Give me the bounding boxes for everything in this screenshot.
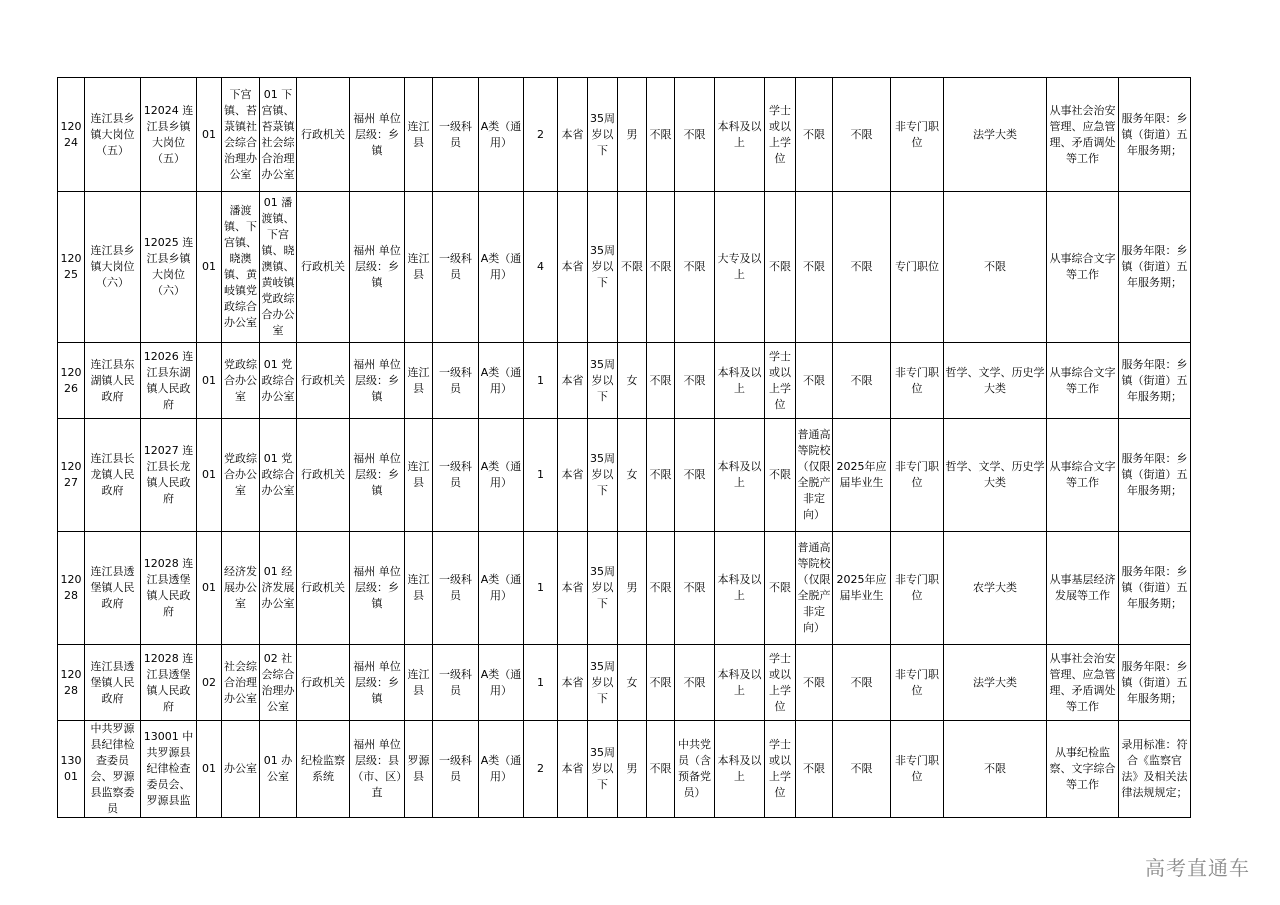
cell-position-code: 13001: [58, 721, 85, 818]
cell-position-code: 12026: [58, 343, 85, 419]
cell-department-full: 01 潘渡镇、下宫镇、晓澳镇、黄岐镇党政综合办公室: [260, 192, 297, 343]
cell-major: 哲学、文学、历史学大类: [944, 343, 1047, 419]
cell-department: 办公室: [222, 721, 260, 818]
cell-politics: 不限: [675, 419, 715, 532]
cell-institution-type: 普通高等院校（仅限全脱产非定向）: [796, 419, 833, 532]
cell-duties: 从事基层经济发展等工作: [1047, 532, 1119, 645]
cell-headcount: 4: [524, 192, 558, 343]
cell-education: 本科及以上: [715, 419, 765, 532]
cell-gender: 男: [618, 721, 647, 818]
cell-position-code: 12024: [58, 78, 85, 192]
cell-duties: 从事综合文字等工作: [1047, 419, 1119, 532]
cell-position-code: 12025: [58, 192, 85, 343]
cell-graduate-type: 不限: [833, 645, 891, 721]
cell-ethnicity: 不限: [647, 721, 675, 818]
cell-level: 福州 单位层级：乡镇: [350, 645, 405, 721]
cell-ethnicity: 不限: [647, 78, 675, 192]
cell-gender: 不限: [618, 192, 647, 343]
cell-county: 连江县: [405, 419, 433, 532]
cell-unit: 13001 中共罗源县纪律检查委员会、罗源县监: [141, 721, 197, 818]
cell-origin: 本省: [558, 532, 588, 645]
cell-headcount: 1: [524, 532, 558, 645]
cell-institution-type: 不限: [796, 645, 833, 721]
cell-politics: 不限: [675, 78, 715, 192]
cell-rank: 一级科员: [433, 721, 479, 818]
cell-major: 农学大类: [944, 532, 1047, 645]
cell-age: 35周岁以下: [588, 78, 618, 192]
cell-department-full: 02 社会综合治理办公室: [260, 645, 297, 721]
cell-notes: 服务年限：乡镇（街道）五年服务期；: [1119, 532, 1191, 645]
cell-major: 不限: [944, 721, 1047, 818]
cell-degree: 学士或以上学位: [765, 78, 796, 192]
cell-exam-category: A类（通用）: [479, 343, 524, 419]
cell-graduate-type: 不限: [833, 192, 891, 343]
cell-gender: 女: [618, 645, 647, 721]
cell-education: 本科及以上: [715, 532, 765, 645]
cell-exam-category: A类（通用）: [479, 192, 524, 343]
cell-age: 35周岁以下: [588, 532, 618, 645]
cell-politics: 中共党员（含预备党员）: [675, 721, 715, 818]
cell-org-type: 行政机关: [297, 343, 350, 419]
cell-graduate-type: 2025年应届毕业生: [833, 419, 891, 532]
cell-duties: 从事纪检监察、文字综合等工作: [1047, 721, 1119, 818]
cell-duties: 从事社会治安管理、应急管理、矛盾调处等工作: [1047, 78, 1119, 192]
cell-degree: 学士或以上学位: [765, 645, 796, 721]
cell-number: 01: [197, 78, 222, 192]
cell-number: 01: [197, 532, 222, 645]
cell-education: 大专及以上: [715, 192, 765, 343]
cell-origin: 本省: [558, 645, 588, 721]
cell-origin: 本省: [558, 192, 588, 343]
cell-position-type: 非专门职位: [891, 419, 944, 532]
cell-rank: 一级科员: [433, 78, 479, 192]
cell-ethnicity: 不限: [647, 645, 675, 721]
cell-headcount: 1: [524, 343, 558, 419]
cell-position-type: 非专门职位: [891, 78, 944, 192]
cell-org-type: 行政机关: [297, 645, 350, 721]
cell-institution-type: 不限: [796, 78, 833, 192]
cell-unit: 12028 连江县透堡镇人民政府: [141, 645, 197, 721]
cell-department-full: 01 经济发展办公室: [260, 532, 297, 645]
cell-education: 本科及以上: [715, 721, 765, 818]
cell-org-type: 行政机关: [297, 419, 350, 532]
cell-institution-type: 不限: [796, 192, 833, 343]
cell-age: 35周岁以下: [588, 192, 618, 343]
cell-unit: 12026 连江县东湖镇人民政府: [141, 343, 197, 419]
cell-number: 01: [197, 192, 222, 343]
cell-notes: 服务年限：乡镇（街道）五年服务期；: [1119, 343, 1191, 419]
cell-notes: 录用标准：符合《监察官法》及相关法律法规规定；: [1119, 721, 1191, 818]
cell-position-code: 12028: [58, 532, 85, 645]
cell-org-type: 行政机关: [297, 78, 350, 192]
cell-headcount: 2: [524, 721, 558, 818]
cell-graduate-type: 不限: [833, 343, 891, 419]
cell-position-name: 连江县长龙镇人民政府: [85, 419, 141, 532]
cell-position-type: 非专门职位: [891, 532, 944, 645]
cell-level: 福州 单位层级：乡镇: [350, 192, 405, 343]
table-row: [58, 343, 1191, 419]
cell-politics: 不限: [675, 532, 715, 645]
cell-education: 本科及以上: [715, 343, 765, 419]
cell-age: 35周岁以下: [588, 343, 618, 419]
cell-org-type: 行政机关: [297, 532, 350, 645]
cell-position-code: 12028: [58, 645, 85, 721]
cell-number: 01: [197, 721, 222, 818]
cell-department: 党政综合办公室: [222, 343, 260, 419]
cell-department: 潘渡镇、下宫镇、晓澳镇、黄岐镇党政综合办公室: [222, 192, 260, 343]
cell-department-full: 01 党政综合办公室: [260, 419, 297, 532]
cell-graduate-type: 2025年应届毕业生: [833, 532, 891, 645]
cell-position-name: 连江县乡镇大岗位（五）: [85, 78, 141, 192]
cell-education: 本科及以上: [715, 645, 765, 721]
cell-ethnicity: 不限: [647, 532, 675, 645]
cell-duties: 从事社会治安管理、应急管理、矛盾调处等工作: [1047, 645, 1119, 721]
cell-degree: 不限: [765, 192, 796, 343]
cell-county: 连江县: [405, 192, 433, 343]
cell-level: 福州 单位层级：乡镇: [350, 532, 405, 645]
watermark: 高考直通车: [1145, 856, 1250, 880]
cell-rank: 一级科员: [433, 192, 479, 343]
cell-position-type: 非专门职位: [891, 343, 944, 419]
cell-age: 35周岁以下: [588, 419, 618, 532]
cell-position-name: 连江县乡镇大岗位（六）: [85, 192, 141, 343]
cell-county: 连江县: [405, 343, 433, 419]
table-row: [58, 721, 1191, 818]
cell-gender: 男: [618, 78, 647, 192]
cell-exam-category: A类（通用）: [479, 645, 524, 721]
cell-headcount: 2: [524, 78, 558, 192]
cell-degree: 学士或以上学位: [765, 721, 796, 818]
cell-exam-category: A类（通用）: [479, 78, 524, 192]
cell-major: 哲学、文学、历史学大类: [944, 419, 1047, 532]
cell-level: 福州 单位层级：县（市、区）直: [350, 721, 405, 818]
cell-education: 本科及以上: [715, 78, 765, 192]
cell-department-full: 01 下宫镇、苔菉镇社会综合治理办公室: [260, 78, 297, 192]
cell-level: 福州 单位层级：乡镇: [350, 78, 405, 192]
cell-politics: 不限: [675, 645, 715, 721]
cell-position-type: 非专门职位: [891, 645, 944, 721]
cell-number: 02: [197, 645, 222, 721]
cell-county: 连江县: [405, 78, 433, 192]
cell-position-name: 连江县透堡镇人民政府: [85, 532, 141, 645]
cell-politics: 不限: [675, 192, 715, 343]
cell-major: 法学大类: [944, 78, 1047, 192]
cell-position-type: 非专门职位: [891, 721, 944, 818]
cell-rank: 一级科员: [433, 645, 479, 721]
cell-notes: 服务年限：乡镇（街道）五年服务期；: [1119, 645, 1191, 721]
cell-degree: 不限: [765, 419, 796, 532]
cell-institution-type: 不限: [796, 721, 833, 818]
cell-org-type: 纪检监察系统: [297, 721, 350, 818]
cell-headcount: 1: [524, 645, 558, 721]
cell-department-full: 01 办公室: [260, 721, 297, 818]
cell-county: 罗源县: [405, 721, 433, 818]
cell-county: 连江县: [405, 532, 433, 645]
cell-number: 01: [197, 419, 222, 532]
cell-number: 01: [197, 343, 222, 419]
cell-department: 下宫镇、苔菉镇社会综合治理办公室: [222, 78, 260, 192]
cell-institution-type: 不限: [796, 343, 833, 419]
cell-gender: 女: [618, 419, 647, 532]
cell-notes: 服务年限：乡镇（街道）五年服务期；: [1119, 78, 1191, 192]
cell-rank: 一级科员: [433, 419, 479, 532]
cell-rank: 一级科员: [433, 532, 479, 645]
cell-position-code: 12027: [58, 419, 85, 532]
cell-exam-category: A类（通用）: [479, 721, 524, 818]
cell-level: 福州 单位层级：乡镇: [350, 419, 405, 532]
cell-origin: 本省: [558, 343, 588, 419]
cell-department: 经济发展办公室: [222, 532, 260, 645]
cell-age: 35周岁以下: [588, 645, 618, 721]
cell-graduate-type: 不限: [833, 78, 891, 192]
cell-headcount: 1: [524, 419, 558, 532]
cell-politics: 不限: [675, 343, 715, 419]
cell-major: 法学大类: [944, 645, 1047, 721]
cell-department: 党政综合办公室: [222, 419, 260, 532]
cell-duties: 从事综合文字等工作: [1047, 343, 1119, 419]
cell-institution-type: 普通高等院校（仅限全脱产非定向）: [796, 532, 833, 645]
cell-exam-category: A类（通用）: [479, 532, 524, 645]
cell-ethnicity: 不限: [647, 343, 675, 419]
cell-department: 社会综合治理办公室: [222, 645, 260, 721]
cell-position-name: 连江县东湖镇人民政府: [85, 343, 141, 419]
cell-unit: 12024 连江县乡镇大岗位（五）: [141, 78, 197, 192]
cell-duties: 从事综合文字等工作: [1047, 192, 1119, 343]
cell-age: 35周岁以下: [588, 721, 618, 818]
job-listing-table: [57, 77, 1191, 818]
cell-unit: 12025 连江县乡镇大岗位（六）: [141, 192, 197, 343]
cell-gender: 男: [618, 532, 647, 645]
cell-degree: 学士或以上学位: [765, 343, 796, 419]
cell-unit: 12028 连江县透堡镇人民政府: [141, 532, 197, 645]
cell-origin: 本省: [558, 721, 588, 818]
table-row: [58, 419, 1191, 532]
cell-major: 不限: [944, 192, 1047, 343]
cell-unit: 12027 连江县长龙镇人民政府: [141, 419, 197, 532]
cell-origin: 本省: [558, 419, 588, 532]
cell-org-type: 行政机关: [297, 192, 350, 343]
cell-ethnicity: 不限: [647, 192, 675, 343]
table-row: [58, 645, 1191, 721]
cell-graduate-type: 不限: [833, 721, 891, 818]
cell-department-full: 01 党政综合办公室: [260, 343, 297, 419]
cell-exam-category: A类（通用）: [479, 419, 524, 532]
cell-ethnicity: 不限: [647, 419, 675, 532]
cell-position-name: 连江县透堡镇人民政府: [85, 645, 141, 721]
cell-position-name: 中共罗源县纪律检查委员会、罗源县监察委员: [85, 721, 141, 818]
cell-level: 福州 单位层级：乡镇: [350, 343, 405, 419]
cell-notes: 服务年限：乡镇（街道）五年服务期；: [1119, 192, 1191, 343]
cell-degree: 不限: [765, 532, 796, 645]
cell-rank: 一级科员: [433, 343, 479, 419]
table-row: [58, 532, 1191, 645]
cell-county: 连江县: [405, 645, 433, 721]
cell-origin: 本省: [558, 78, 588, 192]
cell-gender: 女: [618, 343, 647, 419]
cell-position-type: 专门职位: [891, 192, 944, 343]
table-row: [58, 192, 1191, 343]
cell-notes: 服务年限：乡镇（街道）五年服务期；: [1119, 419, 1191, 532]
table-row: [58, 78, 1191, 192]
